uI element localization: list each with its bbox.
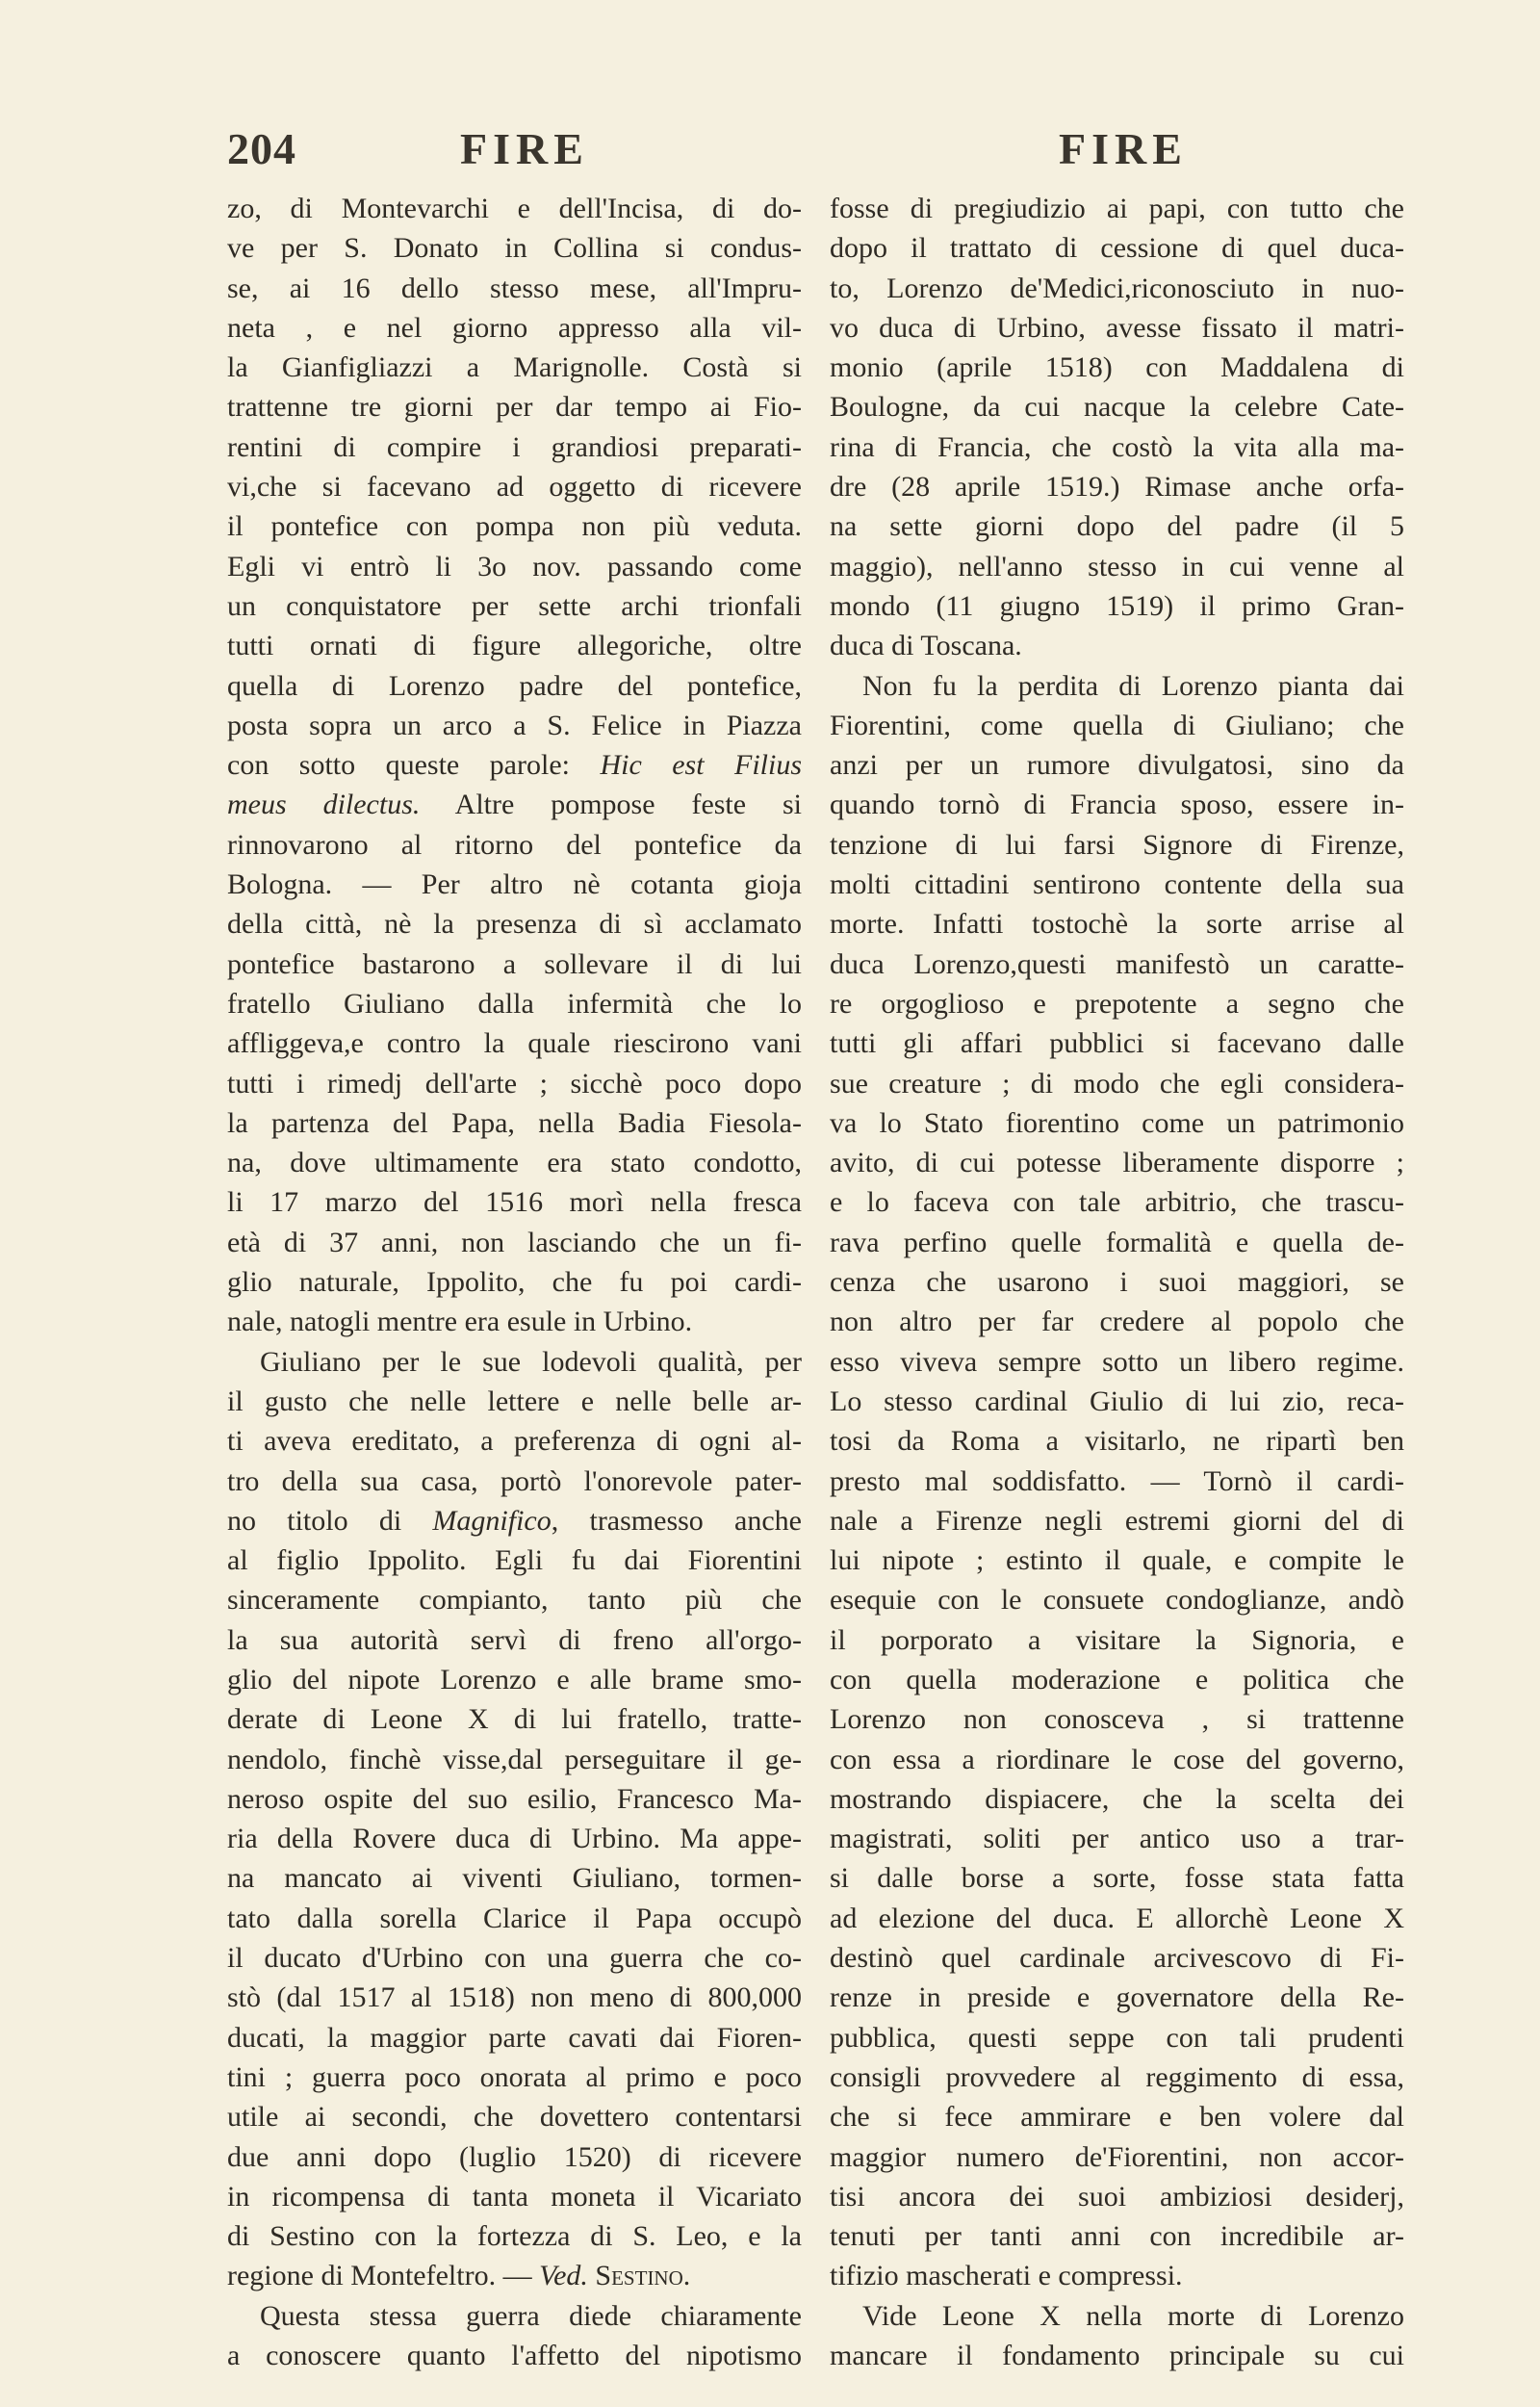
text-line: maggio), nell'anno stesso in cui venne al: [830, 550, 1404, 582]
text-segment: , trasmesso anche: [551, 1504, 802, 1537]
text-line: [227, 745, 802, 785]
text-line: tutti ornati di figure allegoriche, oltre: [227, 630, 802, 662]
text-line: se, ai 16 dello stesso mese, all'Impru-: [227, 272, 802, 304]
text-line: Boulogne, da cui nacque la celebre Cate-: [830, 391, 1404, 424]
text-line: tini ; guerra poco onorata al primo e poco: [227, 2060, 802, 2093]
text-line: maggior numero de'Fiorentini, non accor-: [830, 2140, 1404, 2173]
italic-text: Magnifico: [432, 1504, 552, 1537]
text-line: con essa a riordinare le cose del governo,: [830, 1743, 1404, 1775]
text-line: rina di Francia, che costò la vita alla ma-: [830, 430, 1404, 463]
running-head-left: FIRE: [460, 124, 589, 173]
text-line: stò (dal 1517 al 1518) non meno di 800,000: [227, 1981, 802, 2014]
text-line: tisi ancora dei suoi ambiziosi desiderj,: [830, 2180, 1404, 2213]
text-line: neta , e nel giorno appresso alla vil-: [227, 311, 802, 344]
text-line: monio (aprile 1518) con Maddalena di: [830, 351, 1404, 384]
text-line: posta sopra un arco a S. Felice in Piazza: [227, 709, 802, 741]
text-line: tato dalla sorella Clarice il Papa occupò: [227, 1902, 802, 1934]
text-line: esequie con le consuete condoglianze, andò: [830, 1584, 1404, 1617]
text-line: presto mal soddisfatto. — Tornò il cardi-: [830, 1464, 1404, 1497]
text-line: il ducato d'Urbino con una guerra che co-: [227, 1942, 802, 1975]
text-line: trattenne tre giorni per dar tempo ai Fio-: [227, 391, 802, 424]
text-line: vi,che si facevano ad oggetto di ricevere: [227, 471, 802, 504]
text-line: tenuti per tanti anni con incredibile ar-: [830, 2220, 1404, 2253]
text-line: al figlio Ippolito. Egli fu dai Fiorentini: [227, 1544, 802, 1577]
text-line: mancare il fondamento principale su cui: [830, 2340, 1404, 2372]
text-line: avito, di cui potesse liberamente disporre ;: [830, 1147, 1404, 1179]
text-line: nale a Firenze negli estremi giorni del di: [830, 1504, 1404, 1537]
text-line: na sette giorni dopo del padre (il 5: [830, 510, 1404, 543]
text-line: tro della sua casa, portò l'onorevole pater-: [227, 1464, 802, 1497]
text-line: cenza che usarono i suoi maggiori, se: [830, 1266, 1404, 1299]
text-line: Egli vi entrò li 3o nov. passando come: [227, 550, 802, 582]
text-line: affliggeva,e contro la quale riescirono vani: [227, 1027, 802, 1060]
text-line: tutti i rimedj dell'arte ; sicchè poco dopo: [227, 1067, 802, 1100]
text-line: rinnovarono al ritorno del pontefice da: [227, 828, 802, 861]
text-line: destinò quel cardinale arcivescovo di Fi-: [830, 1942, 1404, 1975]
text-line: Fiorentini, come quella di Giuliano; che: [830, 709, 1404, 741]
text-line: Questa stessa guerra diede chiaramente: [260, 2299, 802, 2332]
text-line: si dalle borse a sorte, fosse stata fatta: [830, 1862, 1404, 1895]
text-line: nale, natogli mentre era esule in Urbino.: [227, 1306, 693, 1338]
text-line: la Gianfigliazzi a Marignolle. Costà si: [227, 351, 802, 384]
text-line: Giuliano per le sue lodevoli qualità, per: [260, 1345, 802, 1378]
text-column-right: [830, 189, 1404, 2375]
text-segment: Altre pompose feste si: [420, 789, 803, 821]
text-line: na mancato ai viventi Giuliano, tormen-: [227, 1862, 802, 1895]
italic-text: Ved.: [539, 2260, 588, 2292]
text-line: Lo stesso cardinal Giulio di lui zio, reca-: [830, 1385, 1404, 1417]
text-line: to, Lorenzo de'Medici,riconosciuto in nuo-: [830, 272, 1404, 304]
text-line: fratello Giuliano dalla infermità che lo: [227, 987, 802, 1020]
text-line: glio del nipote Lorenzo e alle brame smo-: [227, 1663, 802, 1695]
text-line: zo, di Montevarchi e dell'Incisa, di do-: [227, 193, 802, 224]
small-caps-text: Sestino.: [595, 2260, 691, 2292]
text-column-left: [227, 189, 802, 2375]
text-line: renze in preside e governatore della Re-: [830, 1981, 1404, 2014]
text-line: molti cittadini sentirono contente della sua: [830, 868, 1404, 901]
text-line: Non fu la perdita di Lorenzo pianta dai: [862, 669, 1404, 702]
text-line: lui nipote ; estinto il quale, e compite le: [830, 1544, 1404, 1577]
text-line: sinceramente compianto, tanto più che: [227, 1584, 802, 1617]
text-line: morte. Infatti tostochè la sorte arrise al: [830, 908, 1404, 941]
text-line: tutti gli affari pubblici si facevano dalle: [830, 1027, 1404, 1060]
text-line: Vide Leone X nella morte di Lorenzo: [862, 2299, 1404, 2332]
text-segment: no titolo di: [227, 1504, 433, 1537]
text-line: di Sestino con la fortezza di S. Leo, e la: [227, 2220, 802, 2253]
text-line: il pontefice con pompa non più veduta.: [227, 510, 802, 543]
text-line: li 17 marzo del 1516 morì nella fresca: [227, 1186, 802, 1219]
text-line: utile ai secondi, che dovettero contentarsi: [227, 2101, 802, 2134]
text-line: un conquistatore per sette archi trionfali: [227, 589, 802, 622]
text-line: ve per S. Donato in Collina si condus-: [227, 232, 802, 265]
text-line: duca Lorenzo,questi manifestò un caratte-: [830, 947, 1404, 980]
text-line: va lo Stato fiorentino come un patrimonio: [830, 1106, 1404, 1139]
text-line: glio naturale, Ippolito, che fu poi cardi-: [227, 1266, 802, 1299]
text-line: età di 37 anni, non lasciando che un fi-: [227, 1226, 802, 1258]
text-line: la partenza del Papa, nella Badia Fiesola-: [227, 1106, 802, 1139]
text-line: ria della Rovere duca di Urbino. Ma appe-: [227, 1823, 802, 1855]
text-line: magistrati, soliti per antico uso a trar-: [830, 1823, 1404, 1855]
text-line: duca di Toscana.: [830, 630, 1022, 662]
text-line: ducati, la maggior parte cavati dai Fioren-: [227, 2021, 802, 2054]
text-line: dre (28 aprile 1519.) Rimase anche orfa-: [830, 471, 1404, 504]
text-line: derate di Leone X di lui fratello, tratte-: [227, 1703, 802, 1736]
text-line: con quella moderazione e politica che: [830, 1663, 1404, 1695]
text-line: nendolo, finchè visse,dal perseguitare il ge-: [227, 1743, 802, 1775]
text-line: dopo il trattato di cessione di quel duca-: [830, 232, 1404, 265]
text-line: [227, 1501, 802, 1540]
text-line: vo duca di Urbino, avesse fissato il matri-: [830, 311, 1404, 344]
italic-text: meus dilectus.: [227, 789, 421, 821]
running-head-right: FIRE: [1059, 124, 1188, 173]
text-segment: con sotto queste parole:: [227, 749, 601, 782]
text-line: ti aveva ereditato, a preferenza di ogni al-: [227, 1425, 802, 1458]
text-line: rava perfino quelle formalità e quella de-: [830, 1226, 1404, 1258]
text-line: neroso ospite del suo esilio, Francesco Ma-: [227, 1782, 802, 1815]
text-segment: regione di Montefeltro. —: [227, 2260, 540, 2292]
text-line: [227, 2256, 802, 2295]
text-line: che si fece ammirare e ben volere dal: [830, 2101, 1404, 2134]
text-line: il gusto che nelle lettere e nelle belle ar-: [227, 1385, 802, 1417]
text-line: re orgoglioso e prepotente a segno che: [830, 987, 1404, 1020]
text-line: sue creature ; di modo che egli considera-: [830, 1067, 1404, 1100]
text-line: consigli provvedere al reggimento di essa,: [830, 2060, 1404, 2093]
text-line: tifizio mascherati e compressi.: [830, 2260, 1183, 2292]
text-line: della città, nè la presenza di sì acclamato: [227, 908, 802, 941]
text-line: in ricompensa di tanta moneta il Vicariato: [227, 2180, 802, 2213]
text-line: tenzione di lui farsi Signore di Firenze,: [830, 828, 1404, 861]
text-line: [227, 785, 802, 824]
text-line: esso viveva sempre sotto un libero regime.: [830, 1345, 1404, 1378]
text-line: quando tornò di Francia sposo, essere in-: [830, 789, 1404, 821]
text-line: tosi da Roma a visitarlo, ne ripartì ben: [830, 1425, 1404, 1458]
text-line: fosse di pregiudizio ai papi, con tutto che: [830, 193, 1404, 224]
text-line: anzi per un rumore divulgatosi, sino da: [830, 749, 1404, 782]
text-line: na, dove ultimamente era stato condotto,: [227, 1147, 802, 1179]
text-line: rentini di compire i grandiosi preparati-: [227, 430, 802, 463]
page-number: 204: [227, 124, 296, 173]
text-line: due anni dopo (luglio 1520) di ricevere: [227, 2140, 802, 2173]
text-line: quella di Lorenzo padre del pontefice,: [227, 669, 802, 702]
text-line: Bologna. — Per altro nè cotanta gioja: [227, 868, 802, 901]
text-line: la sua autorità servì di freno all'orgo-: [227, 1623, 802, 1656]
text-line: ad elezione del duca. E allorchè Leone X: [830, 1902, 1404, 1934]
text-line: Lorenzo non conosceva , si trattenne: [830, 1703, 1404, 1736]
text-line: il porporato a visitare la Signoria, e: [830, 1623, 1404, 1656]
text-line: e lo faceva con tale arbitrio, che trascu-: [830, 1186, 1404, 1219]
text-line: mostrando dispiacere, che la scelta dei: [830, 1782, 1404, 1815]
text-line: pontefice bastarono a sollevare il di lui: [227, 947, 802, 980]
text-line: a conoscere quanto l'affetto del nipotismo: [227, 2340, 802, 2372]
text-line: pubblica, questi seppe con tali prudenti: [830, 2021, 1404, 2054]
italic-text: Hic est Filius: [600, 749, 802, 782]
text-line: mondo (11 giugno 1519) il primo Gran-: [830, 589, 1404, 622]
text-line: non altro per far credere al popolo che: [830, 1306, 1404, 1338]
